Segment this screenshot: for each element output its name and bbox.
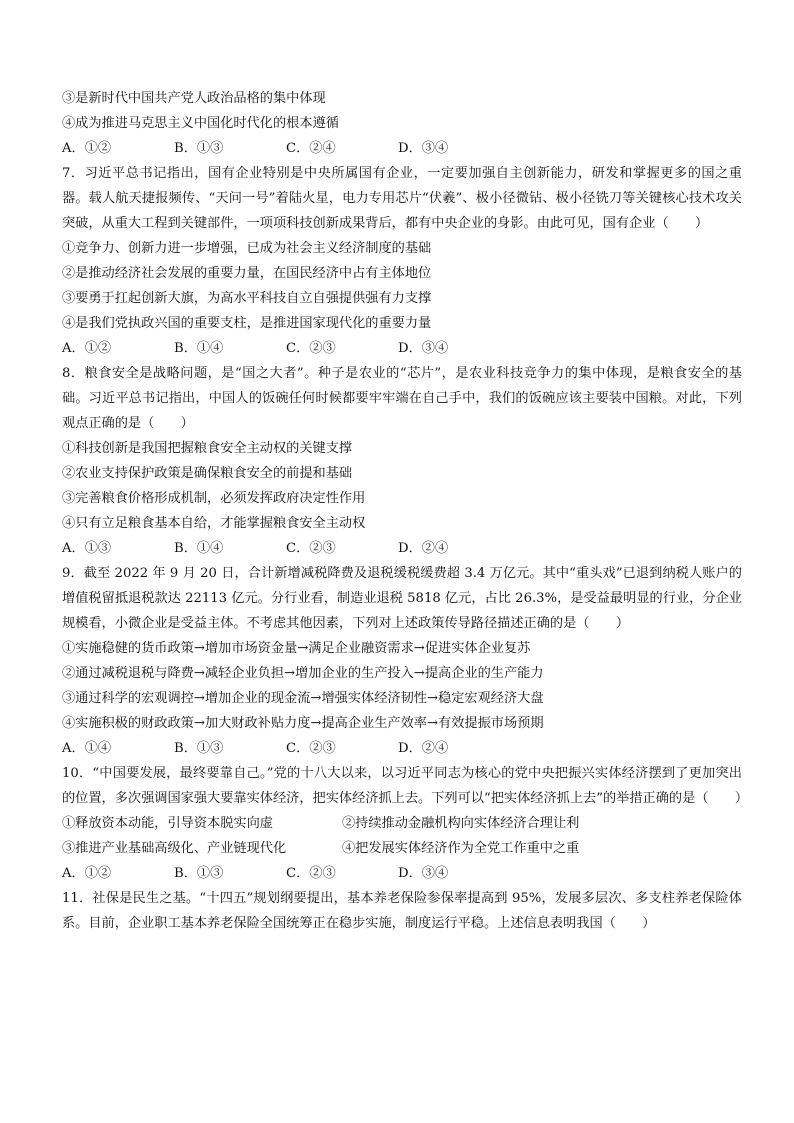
choice-item: ①释放资本动能，引导资本脱实向虚	[62, 816, 273, 831]
choice-item: ④把发展实体经济作为全党工作重中之重	[342, 841, 580, 856]
answer-options	[62, 336, 742, 361]
choice-row	[62, 811, 742, 836]
choice-item: ②持续推动金融机构向实体经济合理让利	[342, 816, 580, 831]
choice-item: ③推进产业基础高级化、产业链现代化	[62, 841, 287, 856]
question-stem: 9．截至 2022 年 9 月 20 日，合计新增减税降费及退税缓税缓费超 3.4 万亿元。其中“重头戏”已退到纳税人账户的增值税留抵退税款达 22113 亿元。分行业看，制造业退税 5818 亿元，占比 26.3%，是受益最明显的行业，分企业规模看，小微企业是受益主体。不考虑其他因素，下列对上述政策传导路径描述正确的是（ ）	[62, 566, 742, 631]
choice-row	[62, 836, 742, 861]
option-c: C．②③	[286, 866, 336, 881]
option-a: A．①④	[62, 741, 112, 756]
choice-item: ①竞争力、创新力进一步增强，已成为社会主义经济制度的基础	[62, 241, 432, 256]
question-8	[62, 361, 742, 561]
question-stem: 10．“中国要发展，最终要靠自己。”党的十八大以来，以习近平同志为核心的党中央把振兴实体经济摆到了更加突出的位置，多次强调国家强大要靠实体经济，把实体经济抓上去。下列可以“把实体经济抓上去”的举措正确的是（ ）	[62, 766, 749, 806]
option-d: D．③④	[398, 341, 449, 356]
choice-item: ③是新时代中国共产党人政治品格的集中体现	[62, 91, 326, 106]
choice-item: ①科技创新是我国把握粮食安全主动权的关键支撑	[62, 441, 353, 456]
exam-page	[62, 86, 749, 936]
choice-item: ①实施稳健的货币政策→增加市场资金量→满足企业融资需求→促进实体企业复苏	[62, 641, 531, 656]
choice-item: ③完善粮食价格形成机制，必须发挥政府决定性作用	[62, 491, 366, 506]
option-d: D．③④	[398, 141, 449, 156]
option-c: C．②③	[286, 741, 336, 756]
question-11	[62, 886, 742, 936]
question-stem: 11．社保是民生之基。“十四五”规划纲要提出，基本养老保险参保率提高到 95%，发展多层次、多支柱养老保险体系。目前，企业职工基本养老保险全国统筹正在稳步实施，制度运行平稳。上述信息表明我国（ ）	[62, 891, 742, 931]
option-a: A．①②	[62, 341, 112, 356]
option-b: B．①③	[174, 866, 224, 881]
choice-item: ②是推动经济社会发展的重要力量，在国民经济中占有主体地位	[62, 266, 432, 281]
choice-item: ④只有立足粮食基本自给，才能掌握粮食安全主动权	[62, 516, 366, 531]
question-9	[62, 561, 742, 761]
option-a: A．①②	[62, 866, 112, 881]
option-d: D．②④	[398, 741, 449, 756]
choice-item: ③通过科学的宏观调控→增加企业的现金流→增强实体经济韧性→稳定宏观经济大盘	[62, 691, 544, 706]
option-b: B．①③	[174, 741, 224, 756]
question-stem: 7．习近平总书记指出，国有企业特别是中央所属国有企业，一定要加强自主创新能力，研发和掌握更多的国之重器。载人航天捷报频传、“天问一号”着陆火星，电力专用芯片“伏羲”、极小径微钻、极小径铣刀等关键核心技术攻关突破，从重大工程到关键部件，一项项科技创新成果背后，都有中央企业的身影。由此可见，国有企业（ ）	[62, 166, 742, 231]
choice-item: ④是我们党执政兴国的重要支柱，是推进国家现代化的重要力量	[62, 316, 432, 331]
answer-options	[62, 136, 742, 161]
choice-item: ③要勇于扛起创新大旗，为高水平科技自立自强提供强有力支撑	[62, 291, 432, 306]
choice-item: ②农业支持保护政策是确保粮食安全的前提和基础	[62, 466, 353, 481]
choice-item: ②通过减税退税与降费→减轻企业负担→增加企业的生产投入→提高企业的生产能力	[62, 666, 544, 681]
question-stem: 8．粮食安全是战略问题，是“国之大者”。种子是农业的“芯片”，是农业科技竞争力的集中体现，是粮食安全的基础。习近平总书记指出，中国人的饭碗任何时候都要牢牢端在自己手中，我们的饭碗应该主要装中国粮。对此，下列观点正确的是（ ）	[62, 366, 742, 431]
option-c: C．②③	[286, 341, 336, 356]
option-c: C．②③	[286, 541, 336, 556]
previous-question-tail	[62, 86, 742, 161]
question-10	[62, 761, 749, 886]
answer-options	[62, 536, 742, 561]
option-a: A．①②	[62, 141, 112, 156]
option-b: B．①③	[174, 141, 224, 156]
option-d: D．②④	[398, 541, 449, 556]
choice-item: ④成为推进马克思主义中国化时代化的根本遵循	[62, 116, 339, 131]
option-c: C．②④	[286, 141, 336, 156]
option-a: A．①③	[62, 541, 112, 556]
answer-options	[62, 861, 742, 886]
answer-options	[62, 736, 742, 761]
choice-item: ④实施积极的财政政策→加大财政补贴力度→提高企业生产效率→有效提振市场预期	[62, 716, 544, 731]
option-d: D．③④	[398, 866, 449, 881]
question-7	[62, 161, 742, 361]
option-b: B．①④	[174, 341, 224, 356]
option-b: B．①④	[174, 541, 224, 556]
